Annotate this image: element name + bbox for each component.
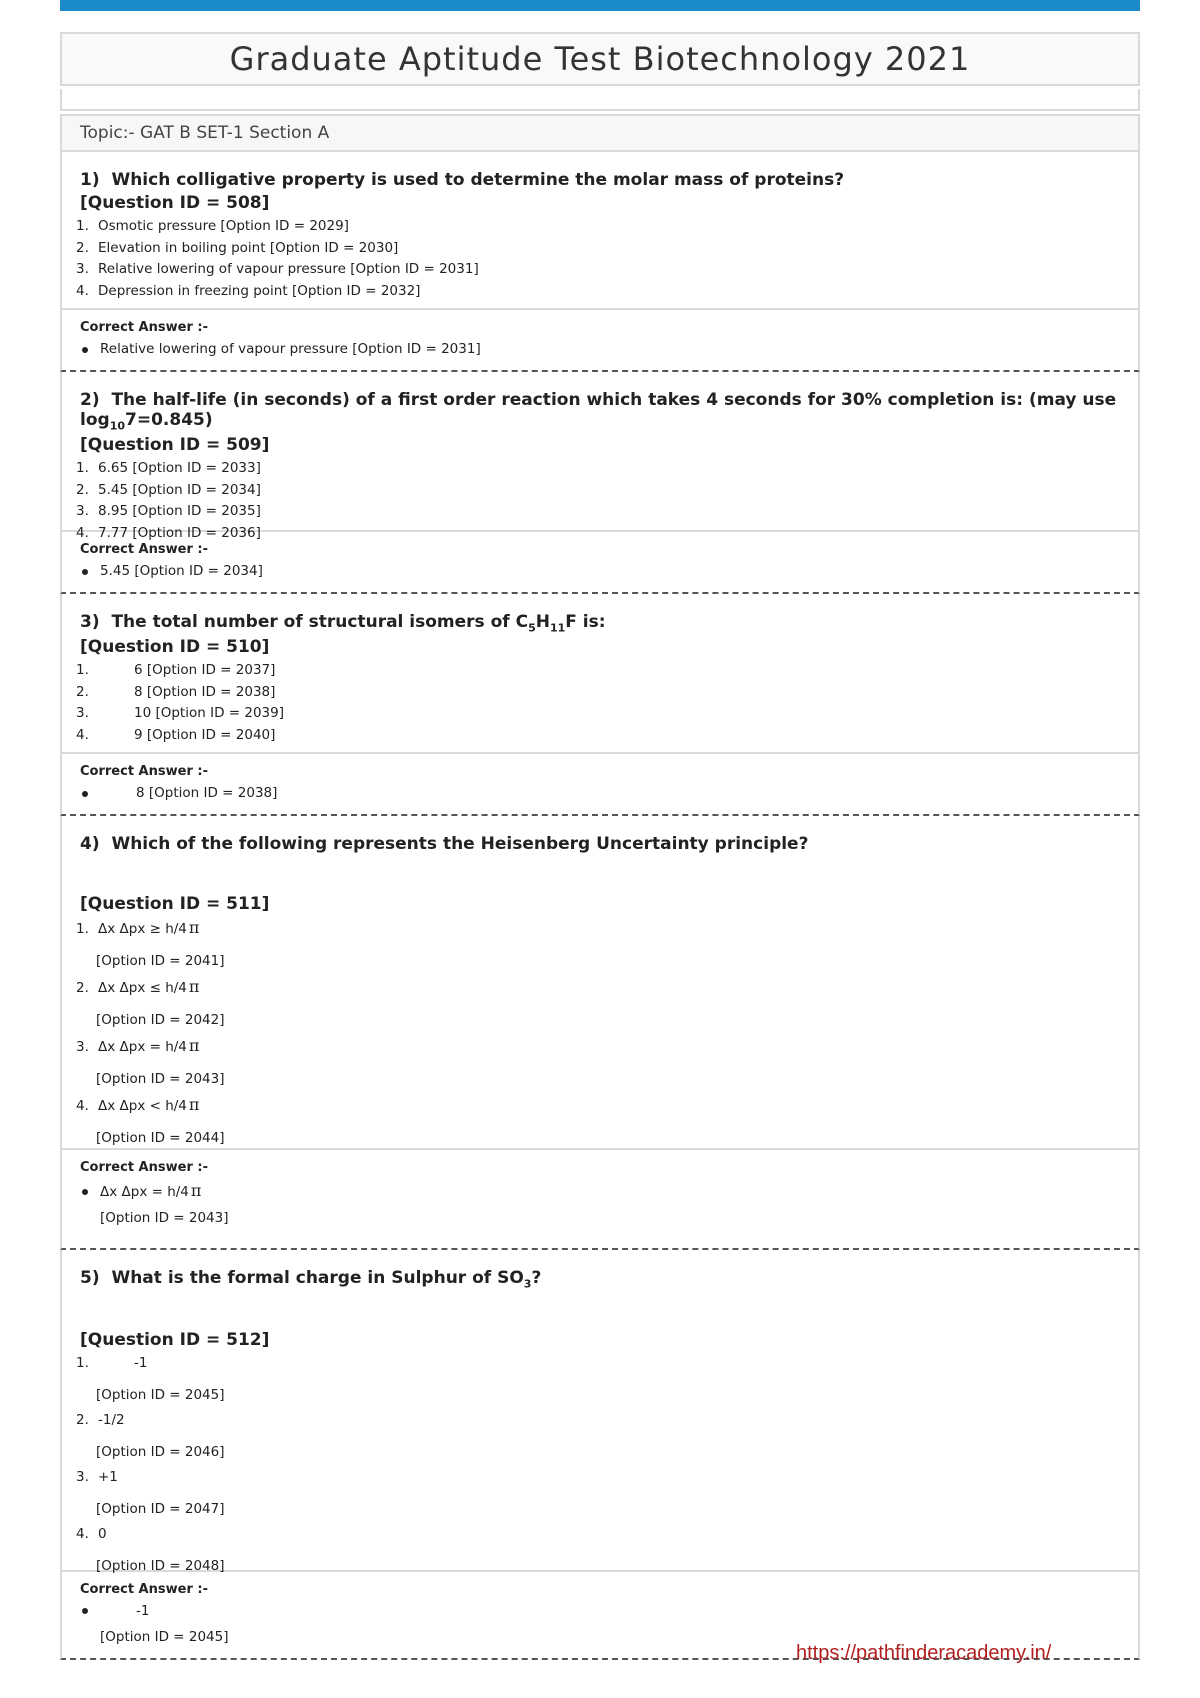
question-4 (60, 816, 1140, 1250)
option-item: 3. 10 [Option ID = 2039] (76, 705, 284, 722)
correct-answer-label: Correct Answer :- (80, 764, 208, 779)
topic-label: Topic:- GAT B SET-1 Section A (80, 123, 330, 143)
question-id: [Question ID = 509] (80, 435, 270, 456)
question-3 (60, 594, 1140, 816)
options-list (76, 216, 1120, 302)
option-item: 4. 9 [Option ID = 2040] (76, 726, 276, 743)
option-item: 2. Elevation in boiling point [Option ID = 2030] (76, 239, 399, 256)
question-id: [Question ID = 512] (80, 1330, 270, 1351)
bullet-icon (82, 1189, 88, 1195)
correct-answer-label: Correct Answer :- (80, 1582, 208, 1597)
bullet-icon (82, 791, 88, 797)
option-item: 3. +1 [Option ID = 2047] (76, 1469, 225, 1517)
question-text: 3) The total number of structural isomers of $C_5H_{11}F$ is: (80, 612, 606, 635)
option-item: 4. 0 [Option ID = 2048] (76, 1526, 225, 1574)
question-1 (60, 152, 1140, 372)
title-box (60, 32, 1140, 86)
option-item: 3. Relative lowering of vapour pressure [Option ID = 2031] (76, 261, 479, 277)
option-item: 4. 7.77 [Option ID = 2036] (76, 524, 261, 541)
question-id: [Question ID = 508] (80, 193, 270, 213)
bullet-icon (82, 347, 88, 353)
correct-answer-item: Relative lowering of vapour pressure [Option ID = 2031] (80, 341, 1120, 357)
bullet-icon (82, 569, 88, 575)
option-item: 1. 6 [Option ID = 2037] (76, 662, 276, 679)
correct-answer-block (62, 1148, 1138, 1248)
page-title: Graduate Aptitude Test Biotechnology 2021 (229, 40, 971, 78)
correct-answer-label: Correct Answer :- (80, 542, 208, 557)
question-text: 5) What is the formal charge in Sulphur of $SO_3$? (80, 1268, 542, 1291)
correct-answer-item: -1 [Option ID = 2045] (80, 1603, 1120, 1645)
option-item: 1. Osmotic pressure [Option ID = 2029] (76, 218, 349, 234)
correct-answer-label: Correct Answer :- (80, 1160, 208, 1175)
question-text: 4) Which of the following represents the Heisenberg Uncertainty principle? (80, 834, 809, 854)
correct-answer-item: Δx Δpx = h/4 π [Option ID = 2043] (80, 1181, 1120, 1226)
correct-answer-item: 8 [Option ID = 2038] (80, 785, 1120, 801)
option-item: 1. -1 [Option ID = 2045] (76, 1355, 225, 1403)
question-5 (60, 1250, 1140, 1660)
topic-box (60, 114, 1140, 152)
options-list (76, 660, 1120, 746)
option-item: 4. Depression in freezing point [Option ID = 2032] (76, 282, 421, 299)
correct-answer-item: 5.45 [Option ID = 2034] (80, 563, 1120, 579)
option-item: 1. 6.65 [Option ID = 2033] (76, 460, 261, 477)
top-accent-bar (60, 0, 1140, 11)
option-item: 2. 5.45 [Option ID = 2034] (76, 481, 261, 498)
options-list (76, 1353, 1120, 1577)
option-item: 2. 8 [Option ID = 2038] (76, 683, 276, 700)
blank-row (60, 89, 1140, 111)
question-2 (60, 372, 1140, 594)
question-text: 1) Which colligative property is used to determine the molar mass of proteins? (80, 170, 845, 190)
option-item: 2. -1/2 [Option ID = 2046] (76, 1412, 225, 1460)
question-id: [Question ID = 511] (80, 894, 270, 914)
question-id: [Question ID = 510] (80, 637, 270, 658)
options-list (76, 917, 1120, 1149)
option-item: 1. Δx Δpx ≥ h/4 π [Option ID = 2041] (76, 918, 225, 969)
correct-answer-block (62, 752, 1138, 814)
footer-link[interactable]: https://pathfinderacademy.in/ (796, 1642, 1052, 1664)
option-item: 2. Δx Δpx ≤ h/4 π [Option ID = 2042] (76, 977, 225, 1028)
correct-answer-block (62, 308, 1138, 370)
option-item: 3. Δx Δpx = h/4 π [Option ID = 2043] (76, 1036, 225, 1087)
bullet-icon (82, 1608, 88, 1614)
question-paper (60, 32, 1140, 1660)
option-item: 4. Δx Δpx < h/4 π [Option ID = 2044] (76, 1095, 225, 1146)
question-text: 2) The half-life (in seconds) of a first order reaction which takes 4 seconds for 30% completion is: (may use $\log_{10}7=0.845$) (80, 390, 1117, 433)
correct-answer-label: Correct Answer :- (80, 320, 208, 335)
option-item: 3. 8.95 [Option ID = 2035] (76, 503, 261, 520)
